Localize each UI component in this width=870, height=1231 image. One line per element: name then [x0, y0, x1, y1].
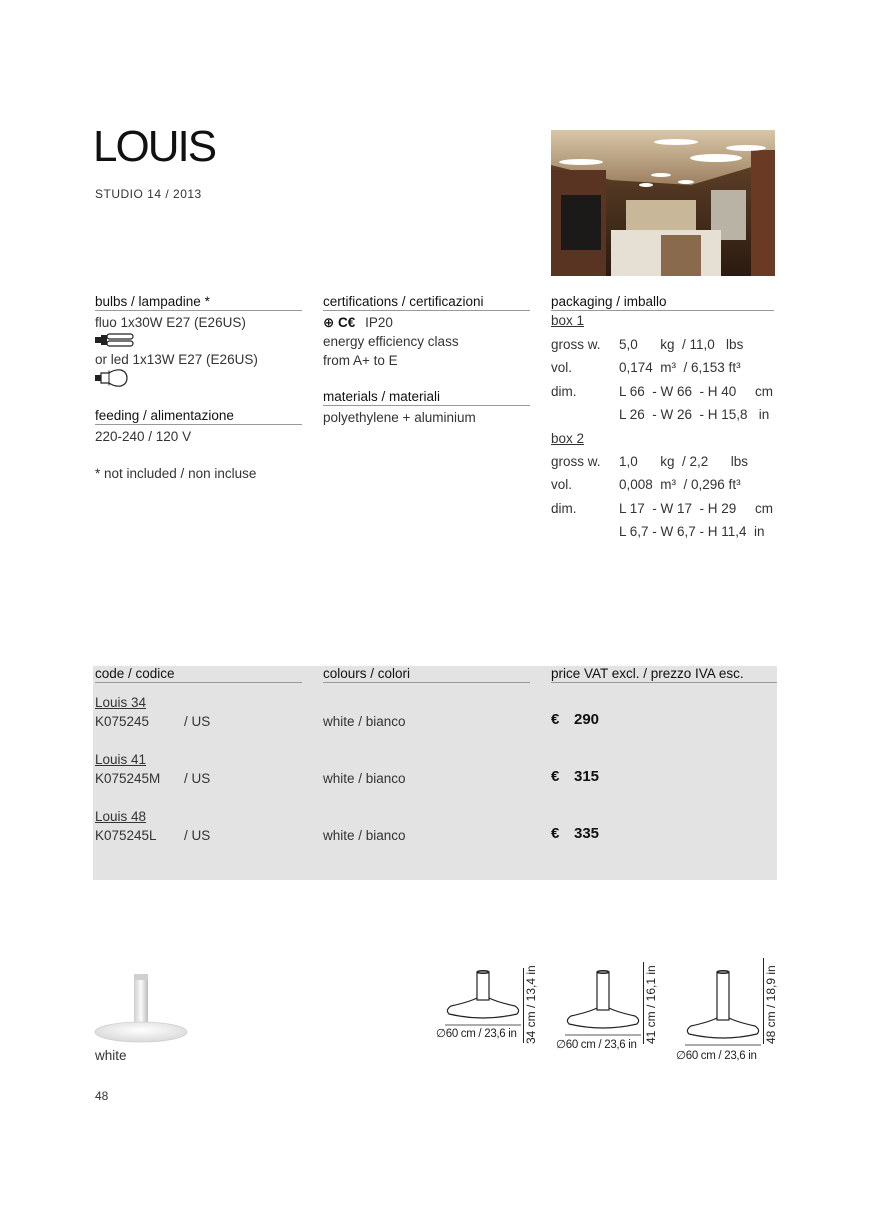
- box2-dim-cm: L 17 - W 17 - H 29 cm: [619, 501, 774, 516]
- box2-label: box 2: [551, 431, 585, 446]
- feeding-heading: feeding / alimentazione: [95, 408, 302, 425]
- certification-marks: ⊕ C€: [323, 315, 356, 330]
- materials-heading: materials / materiali: [323, 389, 530, 406]
- product-photo: [551, 130, 775, 276]
- white-finish-swatch: [93, 968, 193, 1053]
- product-code: K075245L: [95, 828, 157, 843]
- designer-year: STUDIO 14 / 2013: [95, 187, 202, 201]
- us-variant: / US: [184, 771, 211, 786]
- ip-rating: IP20: [365, 315, 393, 330]
- price-value: 315: [574, 768, 600, 785]
- feeding-value: 220-240 / 120 V: [95, 429, 192, 444]
- currency-symbol: €: [551, 711, 560, 728]
- bulbs-heading: bulbs / lampadine *: [95, 294, 302, 311]
- height-dimension-line: [643, 962, 644, 1044]
- energy-class-line1: energy efficiency class: [323, 334, 459, 349]
- drawing-louis-41: [563, 968, 643, 1043]
- model-name: Louis 48: [95, 809, 147, 824]
- product-title: LOUIS: [93, 122, 216, 171]
- price-value: 335: [574, 825, 600, 842]
- box2-dim-in: L 6,7 - W 6,7 - H 11,4 in: [619, 524, 765, 539]
- price-value: 290: [574, 711, 600, 728]
- box1-gross-label: gross w.: [551, 337, 601, 352]
- colour-value: white / bianco: [323, 828, 406, 843]
- box1-vol-label: vol.: [551, 360, 573, 375]
- price-header: price VAT excl. / prezzo IVA esc.: [551, 666, 777, 683]
- bulb-option-fluo: fluo 1x30W E27 (E26US): [95, 315, 246, 330]
- box2-vol-label: vol.: [551, 477, 573, 492]
- drawing-louis-34: [443, 968, 523, 1033]
- height-label: 48 cm / 18,9 in: [764, 965, 778, 1044]
- box2-gross-value: 1,0 kg / 2,2 lbs: [619, 454, 749, 469]
- diameter-label: ∅60 cm / 23,6 in: [676, 1050, 757, 1062]
- colour-value: white / bianco: [323, 771, 406, 786]
- diameter-label: ∅60 cm / 23,6 in: [436, 1028, 517, 1040]
- box1-dim-cm: L 66 - W 66 - H 40 cm: [619, 384, 774, 399]
- box2-gross-label: gross w.: [551, 454, 601, 469]
- height-label: 41 cm / 16,1 in: [644, 965, 658, 1044]
- us-variant: / US: [184, 828, 211, 843]
- energy-class-line2: from A+ to E: [323, 353, 398, 368]
- model-name: Louis 34: [95, 695, 147, 710]
- box2-vol-value: 0,008 m³ / 0,296 ft³: [619, 477, 741, 492]
- height-label: 34 cm / 13,4 in: [524, 965, 538, 1044]
- colour-value: white / bianco: [323, 714, 406, 729]
- box1-label: box 1: [551, 313, 585, 328]
- box1-dim-label: dim.: [551, 384, 577, 399]
- currency-symbol: €: [551, 825, 560, 842]
- not-included-note: * not included / non incluse: [95, 466, 257, 481]
- packaging-heading: packaging / imballo: [551, 294, 774, 311]
- drawing-louis-48: [683, 968, 763, 1053]
- box2-dim-label: dim.: [551, 501, 577, 516]
- certifications-heading: certifications / certificazioni: [323, 294, 530, 311]
- bulb-option-led: or led 1x13W E27 (E26US): [95, 352, 258, 367]
- box1-gross-value: 5,0 kg / 11,0 lbs: [619, 337, 744, 352]
- colours-header: colours / colori: [323, 666, 530, 683]
- finish-label: white: [95, 1048, 127, 1063]
- fluo-bulb-icon: [95, 332, 302, 350]
- us-variant: / US: [184, 714, 211, 729]
- materials-value: polyethylene + aluminium: [323, 410, 476, 425]
- height-dimension-line: [763, 958, 764, 1044]
- model-name: Louis 41: [95, 752, 147, 767]
- page-number: 48: [95, 1089, 109, 1103]
- product-code: K075245: [95, 714, 150, 729]
- box1-dim-in: L 26 - W 26 - H 15,8 in: [619, 407, 770, 422]
- diameter-label: ∅60 cm / 23,6 in: [556, 1039, 637, 1051]
- currency-symbol: €: [551, 768, 560, 785]
- code-header: code / codice: [95, 666, 302, 683]
- height-dimension-line: [523, 968, 524, 1043]
- led-bulb-icon: [95, 369, 302, 387]
- box1-vol-value: 0,174 m³ / 6,153 ft³: [619, 360, 741, 375]
- product-code: K075245M: [95, 771, 161, 786]
